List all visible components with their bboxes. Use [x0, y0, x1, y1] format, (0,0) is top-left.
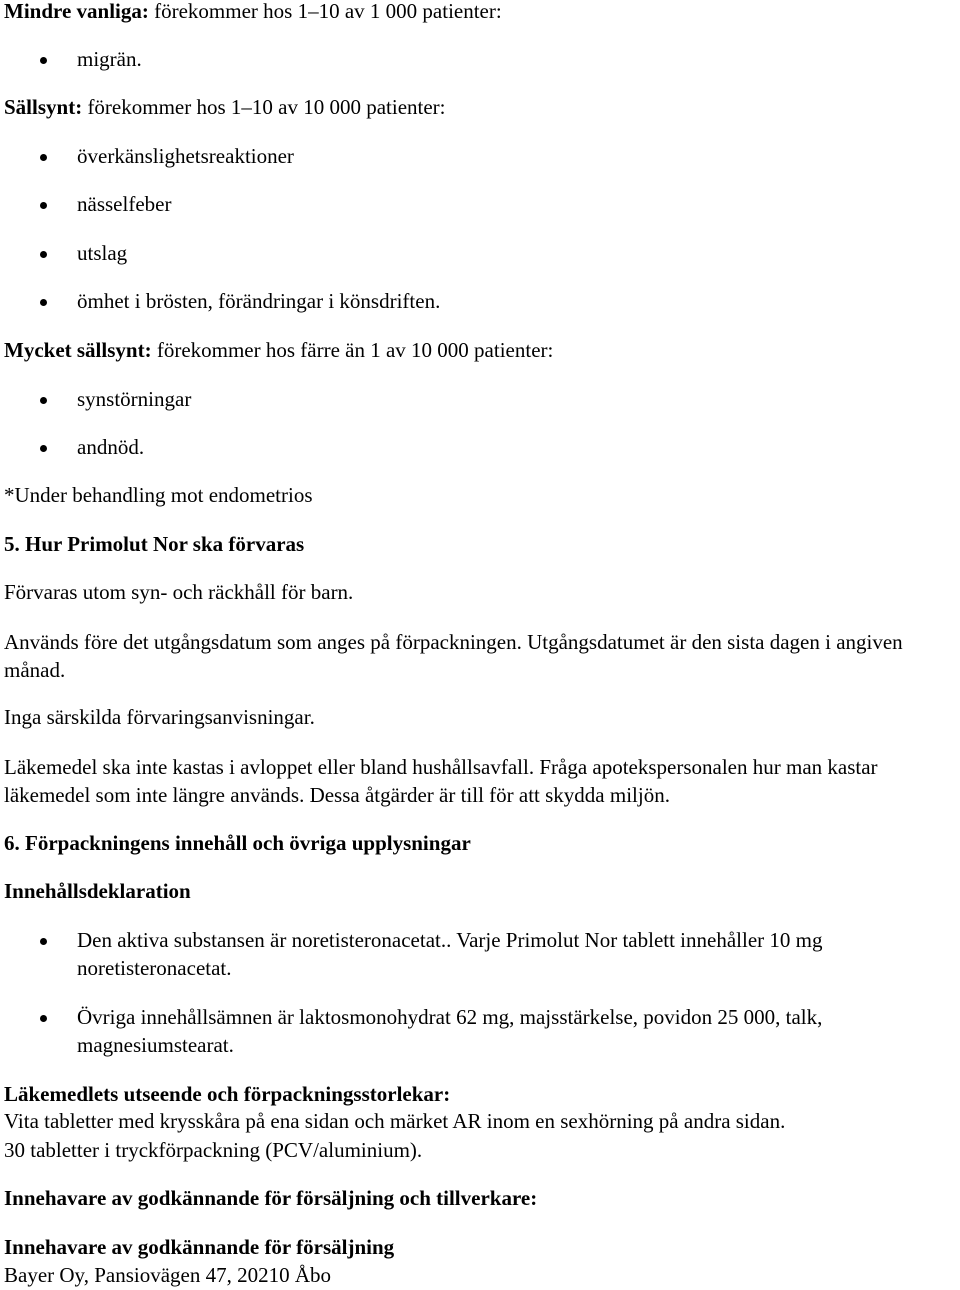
bullet-icon	[40, 397, 47, 404]
bullet-icon	[40, 1015, 47, 1022]
frequency-rare-label: Sällsynt:	[4, 95, 83, 119]
storage-paragraph-4: Läkemedel ska inte kastas i avloppet eller bland hushållsavfall. Fråga apotekspersonalen hur man kastar läkemedel som inte längre används. Dessa åtgärder är till för att skydda miljön.	[4, 755, 878, 807]
bullet-icon	[40, 938, 47, 945]
storage-paragraph-3: Inga särskilda förvaringsanvisningar.	[4, 705, 315, 729]
bullet-icon	[40, 202, 47, 209]
section-6-heading: 6. Förpackningens innehåll och övriga upplysningar	[4, 831, 471, 855]
frequency-very-rare-label: Mycket sällsynt:	[4, 338, 152, 362]
list-item: andnöd.	[77, 435, 145, 459]
list-item: Övriga innehållsämnen är laktosmonohydrat 62 mg, majsstärkelse, povidon 25 000, talk, magnesiumstearat.	[77, 1005, 823, 1057]
list-item: synstörningar	[77, 387, 192, 411]
bullet-icon	[40, 57, 47, 64]
bullet-icon	[40, 445, 47, 452]
list-item: Den aktiva substansen är noretisteronacetat.. Varje Primolut Nor tablett innehåller 10 mg noretisteronacetat.	[77, 928, 823, 980]
storage-paragraph-1: Förvaras utom syn- och räckhåll för barn.	[4, 580, 354, 604]
footnote: *Under behandling mot endometrios	[4, 483, 313, 507]
storage-paragraph-2: Används före det utgångsdatum som anges på förpackningen. Utgångsdatumet är den sista dagen i angiven månad.	[4, 630, 903, 682]
declaration-heading: Innehållsdeklaration	[4, 879, 191, 903]
list-item: överkänslighetsreaktioner	[77, 144, 294, 168]
frequency-uncommon-label: Mindre vanliga:	[4, 0, 149, 23]
holder-address: Bayer Oy, Pansiovägen 47, 20210 Åbo	[4, 1263, 332, 1287]
frequency-very-rare-line	[4, 336, 553, 365]
bullet-icon	[40, 251, 47, 258]
frequency-uncommon-text: förekommer hos 1–10 av 1 000 patienter:	[148, 0, 502, 23]
appearance-line-1: Vita tabletter med krysskåra på ena sidan och märket AR inom en sexhörning på andra sidan.	[4, 1109, 786, 1133]
frequency-very-rare-text: förekommer hos färre än 1 av 10 000 patienter:	[151, 338, 554, 362]
holder-heading: Innehavare av godkännande för försäljning	[4, 1235, 395, 1259]
appearance-heading: Läkemedlets utseende och förpackningsstorlekar:	[4, 1082, 451, 1106]
bullet-icon	[40, 154, 47, 161]
list-item: nässelfeber	[77, 192, 172, 216]
appearance-line-2: 30 tabletter i tryckförpackning (PCV/aluminium).	[4, 1138, 423, 1162]
list-item: migrän.	[77, 47, 142, 71]
bullet-icon	[40, 299, 47, 306]
frequency-rare-text: förekommer hos 1–10 av 10 000 patienter:	[82, 95, 446, 119]
holder-manufacturer-heading: Innehavare av godkännande för försäljning och tillverkare:	[4, 1186, 538, 1210]
frequency-uncommon-line	[4, 0, 502, 26]
list-item: utslag	[77, 241, 128, 265]
section-5-heading: 5. Hur Primolut Nor ska förvaras	[4, 532, 305, 556]
list-item: ömhet i brösten, förändringar i könsdriften.	[77, 289, 441, 313]
frequency-rare-line	[4, 93, 446, 122]
